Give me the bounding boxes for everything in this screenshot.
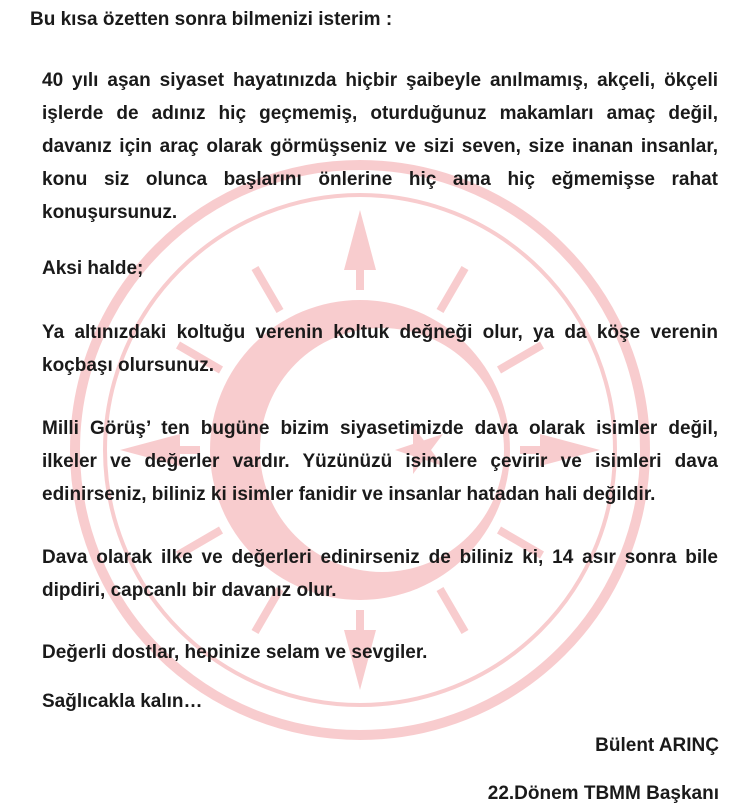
paragraph-integrity: 40 yılı aşan siyaset hayatınızda hiçbir şaibeyle anılmamış, akçeli, ökçeli işlerde de adınız hiç geçmemiş, oturduğunuz makamları amaç değil, davanız için araç olarak görmüşseniz ve sizi seven, size inanan insanlar, konu siz olunca başlarını önlerine hiç ama hiç eğmemişse rahat konuşursunuz. (42, 70, 718, 223)
closing-text: Sağlıcakla kalın… (42, 691, 203, 712)
paragraph-milli-gorus: Milli Görüş’ ten bugüne bizim siyasetimizde dava olarak isimler değil, ilkeler ve değerler vardır. Yüzünüzü isimlere çevirir ve isimleri dava edinirseniz, biliniz ki isimler fanidir ve insanlar hatadan hali değildir. (42, 418, 718, 505)
paragraph-values: Dava olarak ilke ve değerleri edinirseniz de biliniz ki, 14 asır sonra bile dipdiri, capcanlı bir davanız olur. (42, 547, 718, 601)
paragraph-greetings: Değerli dostlar, hepinize selam ve sevgiler. (42, 642, 428, 663)
paragraph-seat: Ya altınızdaki koltuğu verenin koltuk değneği olur, ya da köşe verenin koçbaşı olursunuz. (42, 322, 718, 376)
paragraph-otherwise: Aksi halde; (42, 258, 144, 279)
signature-title: 22.Dönem TBMM Başkanı (487, 783, 719, 804)
intro-text: Bu kısa özetten sonra bilmenizi isterim : (30, 9, 393, 30)
signature-name: Bülent ARINÇ (595, 735, 719, 756)
